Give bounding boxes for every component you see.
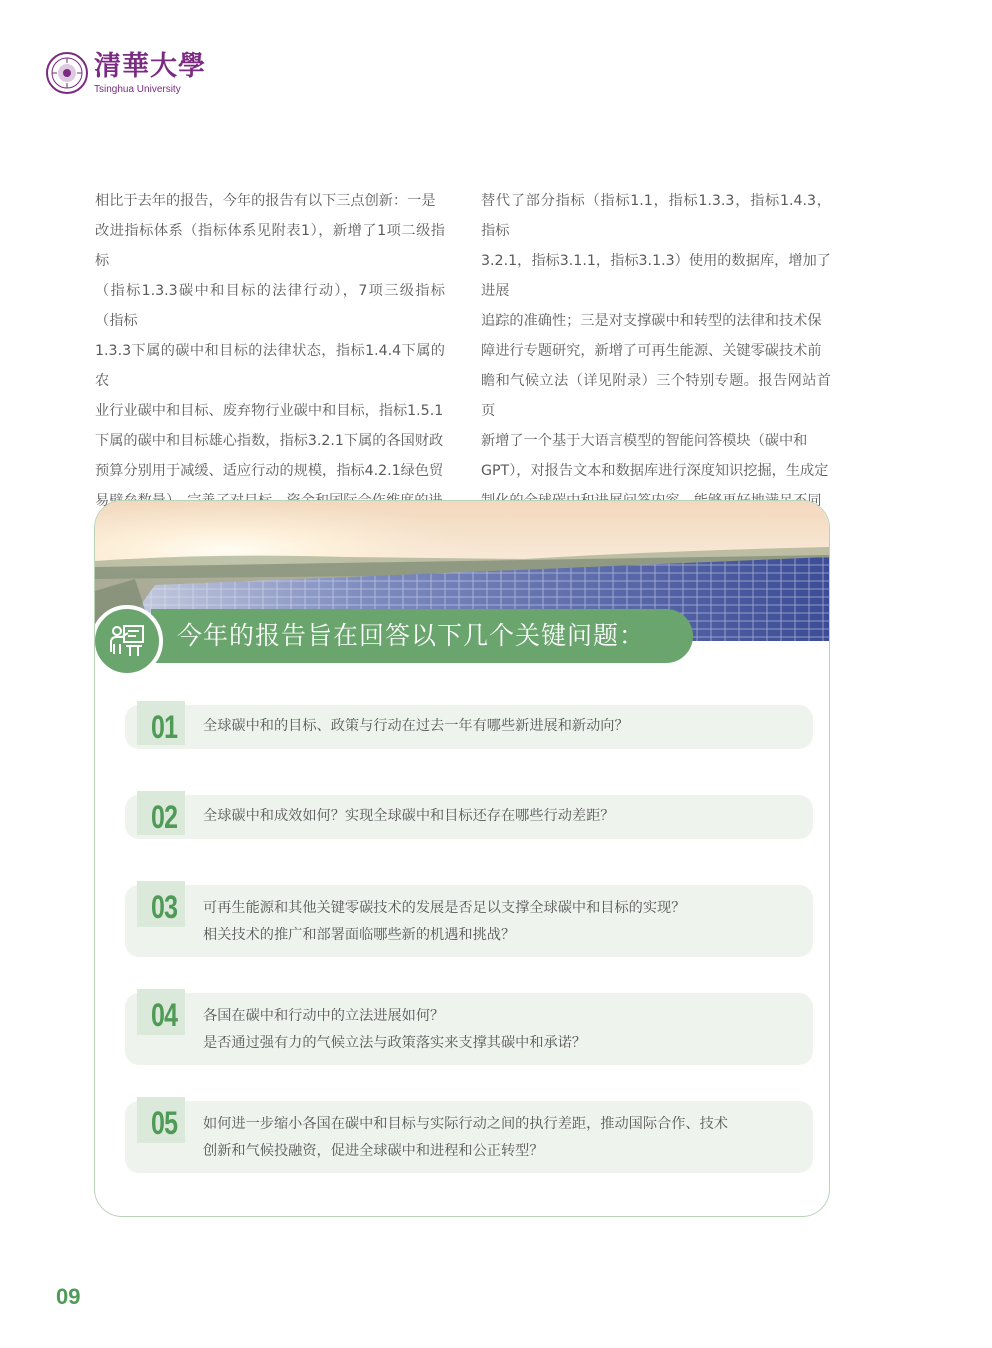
question-text: [203, 1111, 728, 1165]
question-text: [203, 895, 685, 949]
question-line: 各国在碳中和行动中的立法进展如何？: [203, 1008, 445, 1024]
page-number: 09: [56, 1284, 81, 1309]
presentation-icon: [108, 622, 146, 660]
intro-line: 瞻和气候立法（详见附录）三个特别专题。报告网站首页: [481, 373, 831, 419]
seal-icon: [46, 52, 88, 94]
intro-line: 相比于去年的报告，今年的报告有以下三点创新：一是: [95, 193, 436, 209]
intro-line: 追踪的准确性；三是对支撑碳中和转型的法律和技术保: [481, 313, 822, 329]
intro-left-column: [95, 186, 445, 546]
question-number: 02: [151, 799, 178, 835]
question-line: 相关技术的推广和部署面临哪些新的机遇和挑战？: [203, 927, 516, 943]
intro-line: 预算分别用于减缓、适应行动的规模，指标4.2.1绿色贸: [95, 463, 444, 479]
question-number: 03: [151, 889, 178, 925]
question-item: [125, 993, 813, 1065]
question-item: [125, 1101, 813, 1173]
presentation-icon-badge: [94, 605, 163, 677]
question-line: 是否通过强有力的气候立法与政策落实来支撑其碳中和承诺？: [203, 1035, 587, 1051]
panel-title: 今年的报告旨在回答以下几个关键问题：: [177, 621, 646, 650]
intro-line: 改进指标体系（指标体系见附表1），新增了1项二级指标: [95, 223, 445, 269]
question-number: 04: [151, 997, 178, 1033]
question-line: 全球碳中和的目标、政策与行动在过去一年有哪些新进展和新动向？: [203, 718, 629, 734]
intro-line: 新增了一个基于大语言模型的智能问答模块（碳中和: [481, 433, 808, 449]
key-questions-panel: [94, 500, 830, 1217]
intro-line: 障进行专题研究，新增了可再生能源、关键零碳技术前: [481, 343, 822, 359]
question-text: [203, 803, 614, 830]
intro-line: 业行业碳中和目标、废弃物行业碳中和目标，指标1.5.1: [95, 403, 444, 419]
intro-line: 3.2.1，指标3.1.1，指标3.1.3）使用的数据库，增加了进展: [481, 253, 831, 299]
question-item: [125, 705, 813, 749]
question-line: 如何进一步缩小各国在碳中和目标与实际行动之间的执行差距，推动国际合作、技术: [203, 1116, 728, 1132]
question-text: [203, 1003, 586, 1057]
question-line: 创新和气候投融资，促进全球碳中和进程和公正转型？: [203, 1143, 544, 1159]
question-item: [125, 885, 813, 957]
question-number: 01: [151, 709, 178, 745]
intro-line: GPT），对报告文本和数据库进行深度知识挖掘，生成定: [481, 463, 829, 479]
intro-line: （指标1.3.3碳中和目标的法律行动），7项三级指标（指标: [95, 283, 445, 329]
question-item: [125, 795, 813, 839]
logo-name-cn: 清華大學: [94, 51, 206, 82]
question-number: 05: [151, 1105, 178, 1141]
university-logo: [46, 50, 246, 100]
intro-line: 下属的碳中和目标雄心指数，指标3.2.1下属的各国财政: [95, 433, 444, 449]
intro-line: 1.3.3下属的碳中和目标的法律状态，指标1.4.4下属的农: [95, 343, 445, 389]
question-text: [203, 713, 629, 740]
intro-line: 替代了部分指标（指标1.1，指标1.3.3，指标1.4.3，指标: [481, 193, 831, 239]
intro-right-column: [481, 186, 831, 546]
question-line: 可再生能源和其他关键零碳技术的发展是否足以支撑全球碳中和目标的实现？: [203, 900, 686, 916]
logo-name-en: Tsinghua University: [94, 84, 181, 95]
question-line: 全球碳中和成效如何？实现全球碳中和目标还存在哪些行动差距？: [203, 808, 615, 824]
